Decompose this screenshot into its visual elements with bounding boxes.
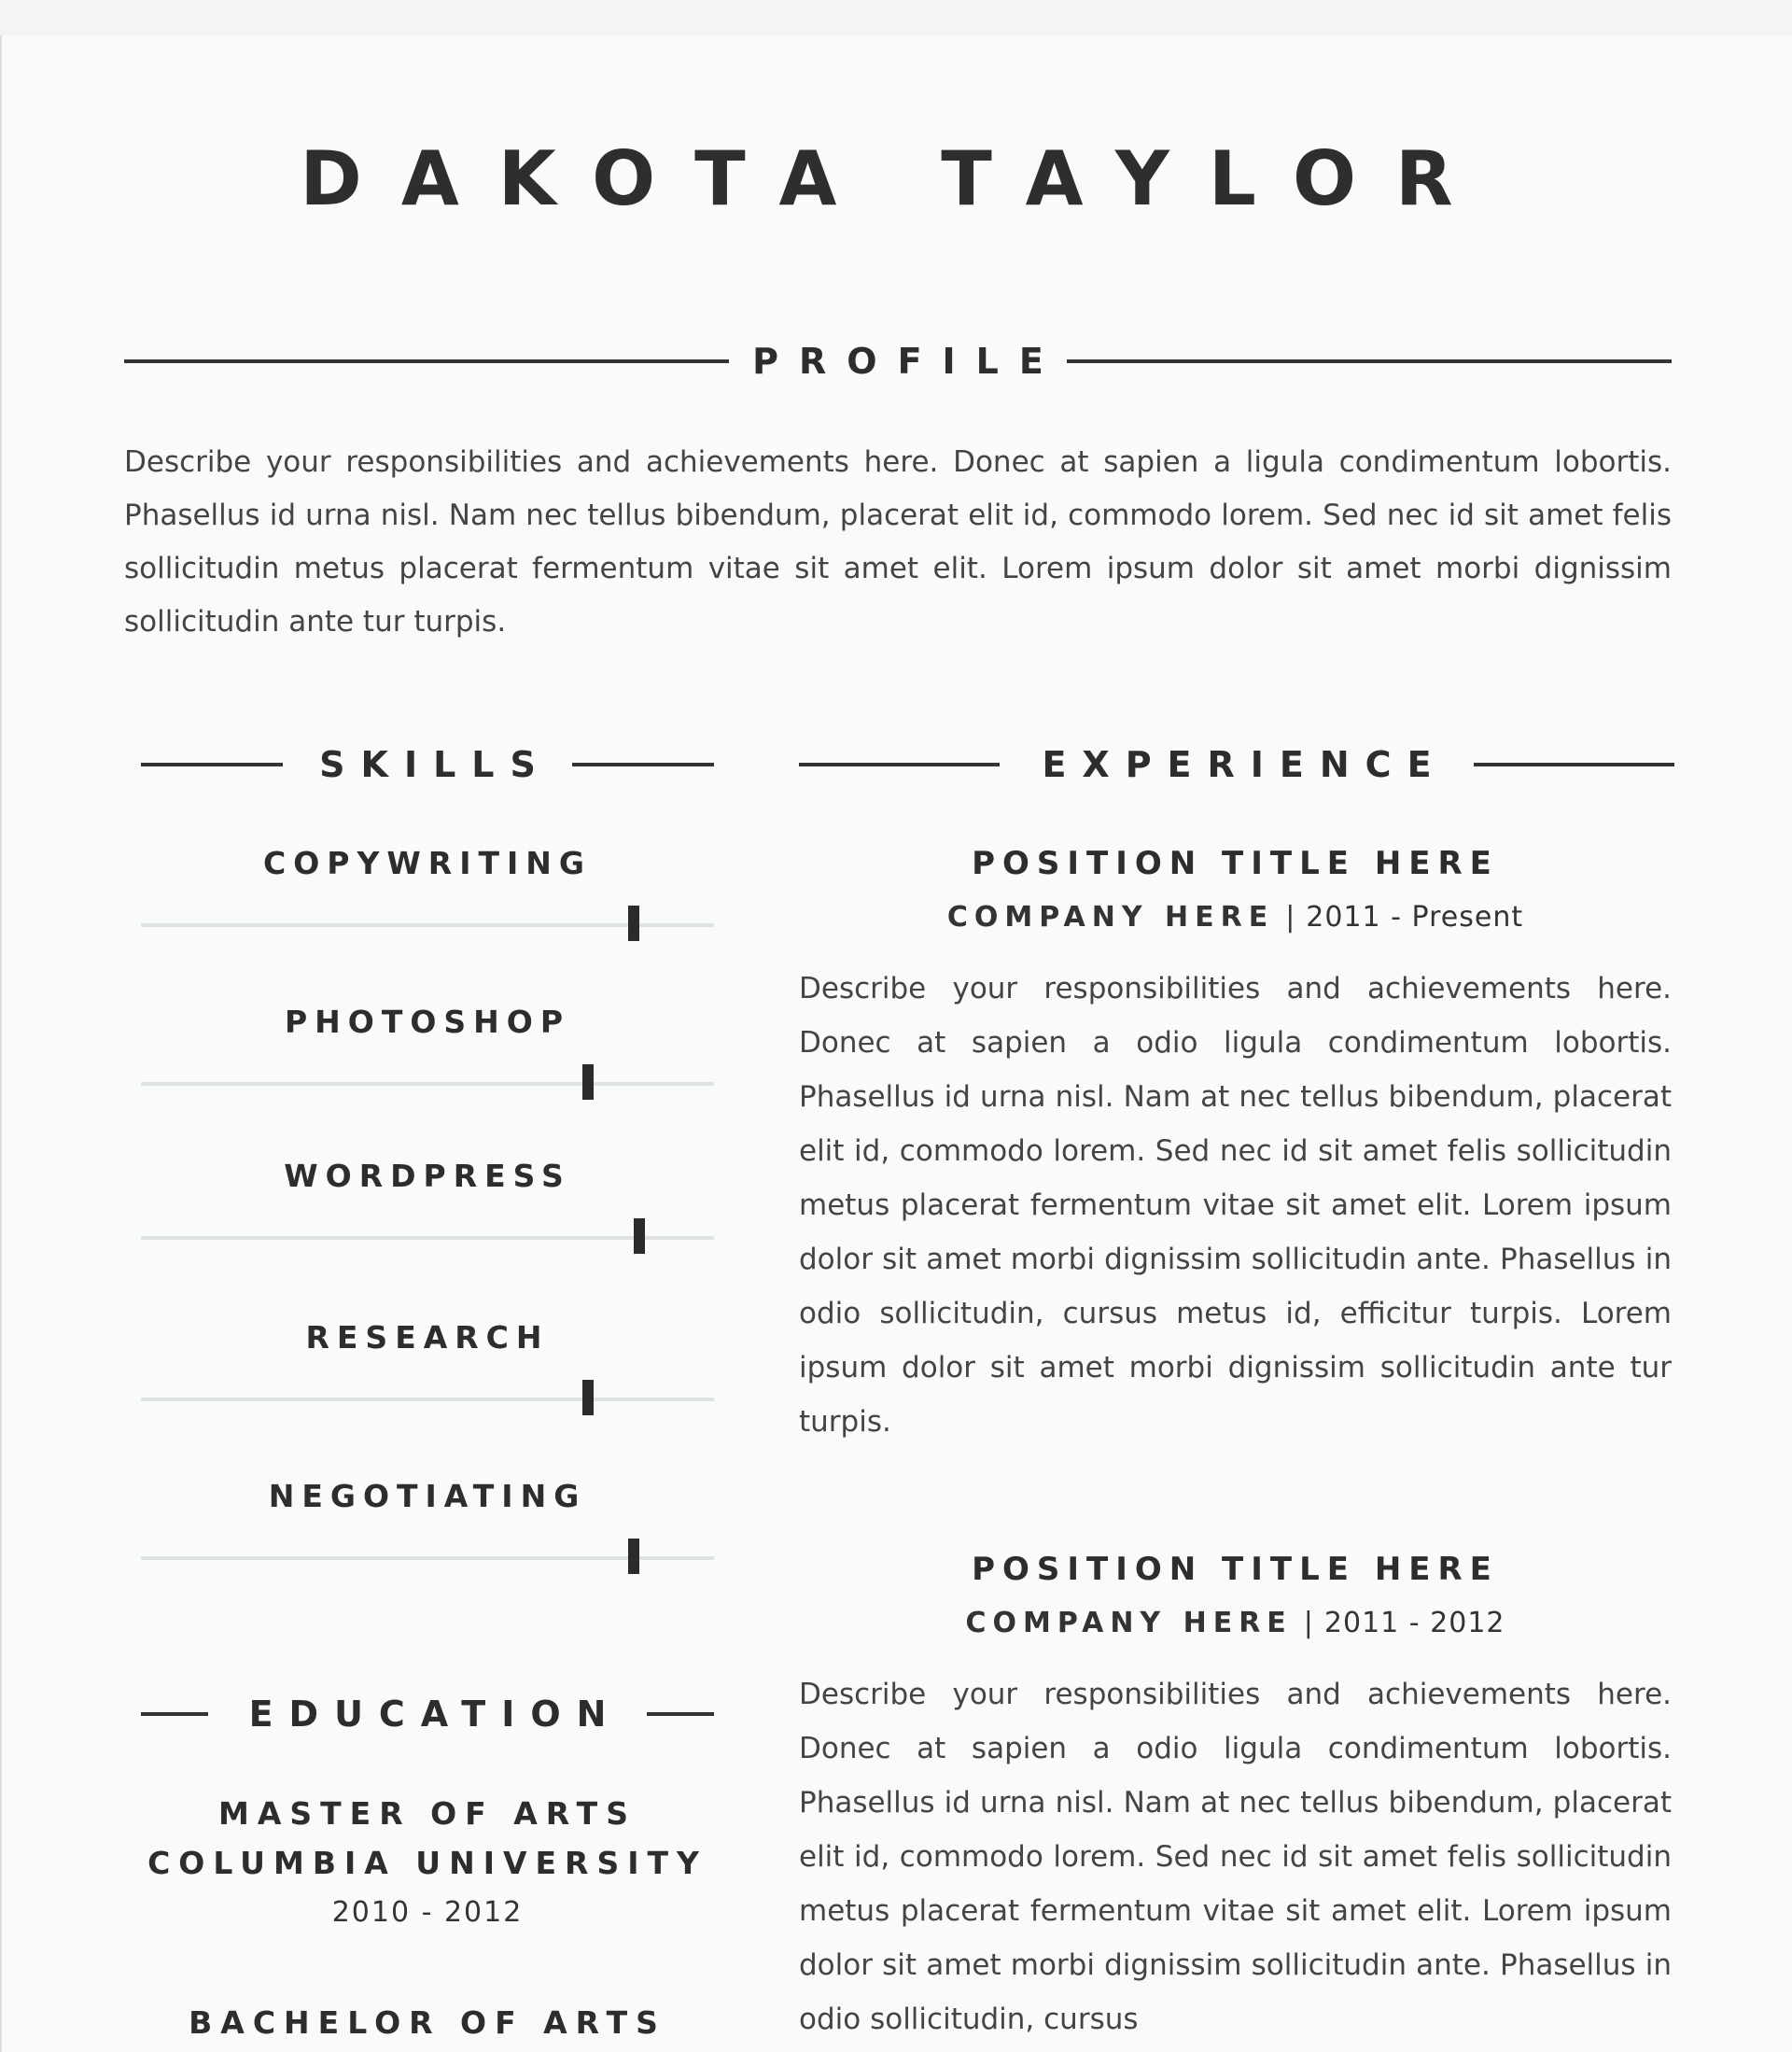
skill-item xyxy=(141,845,714,976)
education-item xyxy=(141,2004,714,2041)
divider-line xyxy=(124,359,729,363)
skill-level-marker[interactable] xyxy=(634,1218,645,1254)
experience-item xyxy=(799,1551,1672,2046)
divider-line xyxy=(1067,359,1672,363)
job-company: COMPANY HERE xyxy=(946,901,1275,934)
job-description: Describe your responsibilities and achievements here. Donec at sapien a odio ligula condimentum lobortis. Phasellus id urna nisl. Nam at nec tellus bibendum, placerat elit id, commodo lorem. Sed nec id sit amet felis sollicitudin metus placerat fermentum vitae sit amet elit. Lorem ipsum dolor sit amet morbi dignissim sollicitudin ante. Phasellus in odio sollicitudin, cursus xyxy=(799,1678,1672,2036)
skill-item xyxy=(141,1004,714,1134)
divider-line xyxy=(799,763,1000,766)
skill-item xyxy=(141,1319,714,1450)
divider-line xyxy=(572,763,714,766)
job-company: COMPANY HERE xyxy=(965,1607,1293,1639)
education-section-header xyxy=(141,1694,714,1735)
skill-level-marker[interactable] xyxy=(628,906,639,941)
skill-level-track xyxy=(141,1236,714,1240)
job-meta-separator: | xyxy=(1285,901,1295,934)
skill-label: NEGOTIATING xyxy=(268,1478,587,1514)
divider-line xyxy=(141,1712,208,1716)
education-school: COLUMBIA UNIVERSITY xyxy=(147,1845,707,1881)
skill-item xyxy=(141,1158,714,1288)
profile-text: Describe your responsibilities and achievements here. Donec at sapien a ligula condimentum lobortis. Phasellus id urna nisl. Nam nec tellus bibendum, placerat elit id, commodo lorem. Sed nec id sit amet felis sollicitudin metus placerat fermentum vitae sit amet elit. Lorem ipsum dolor sit amet morbi dignissim sollicitudin ante tur turpis. xyxy=(124,445,1672,639)
education-degree: BACHELOR OF ARTS xyxy=(189,2004,666,2041)
divider-line xyxy=(647,1712,714,1716)
experience-section-header xyxy=(799,744,1674,785)
divider-line xyxy=(1474,763,1674,766)
skill-item xyxy=(141,1478,714,1609)
skill-level-marker[interactable] xyxy=(628,1539,639,1574)
skill-label: WORDPRESS xyxy=(284,1158,571,1194)
profile-section-header xyxy=(124,341,1672,382)
skill-level-marker[interactable] xyxy=(582,1380,594,1415)
divider-line xyxy=(141,763,283,766)
skill-level-track xyxy=(141,1082,714,1086)
job-title: POSITION TITLE HERE xyxy=(972,845,1499,882)
job-meta xyxy=(799,901,1672,934)
skill-level-marker[interactable] xyxy=(582,1064,594,1100)
experience-heading: EXPERIENCE xyxy=(1042,744,1448,785)
education-degree: MASTER OF ARTS xyxy=(218,1795,637,1832)
job-meta-separator: | xyxy=(1303,1607,1313,1639)
profile-heading: PROFILE xyxy=(752,341,1064,382)
education-item xyxy=(141,1795,714,1929)
skill-label: COPYWRITING xyxy=(263,845,592,881)
job-dates: 2011 - Present xyxy=(1306,901,1524,934)
job-meta xyxy=(799,1607,1672,1639)
job-dates: 2011 - 2012 xyxy=(1323,1607,1505,1639)
resume-name: DAKOTA TAYLOR xyxy=(300,135,1492,222)
skill-label: PHOTOSHOP xyxy=(284,1004,571,1040)
page-top-margin xyxy=(0,0,1792,35)
education-heading: EDUCATION xyxy=(248,1694,623,1735)
education-dates: 2010 - 2012 xyxy=(331,1896,524,1929)
skills-heading: SKILLS xyxy=(319,744,552,785)
job-title: POSITION TITLE HERE xyxy=(972,1551,1499,1588)
job-description: Describe your responsibilities and achievements here. Donec at sapien a odio ligula condimentum lobortis. Phasellus id urna nisl. Nam at nec tellus bibendum, placerat elit id, commodo lorem. Sed nec id sit amet felis sollicitudin metus placerat fermentum vitae sit amet elit. Lorem ipsum dolor sit amet morbi dignissim sollicitudin ante. Phasellus in odio sollicitudin, cursus metus id, efficitur turpis. Lorem ipsum dolor sit amet morbi dignissim sollicitudin ante tur turpis. xyxy=(799,972,1672,1439)
skills-section-header xyxy=(141,744,714,785)
experience-item xyxy=(799,845,1672,1449)
skill-level-track xyxy=(141,1398,714,1401)
skill-label: RESEARCH xyxy=(305,1319,550,1356)
